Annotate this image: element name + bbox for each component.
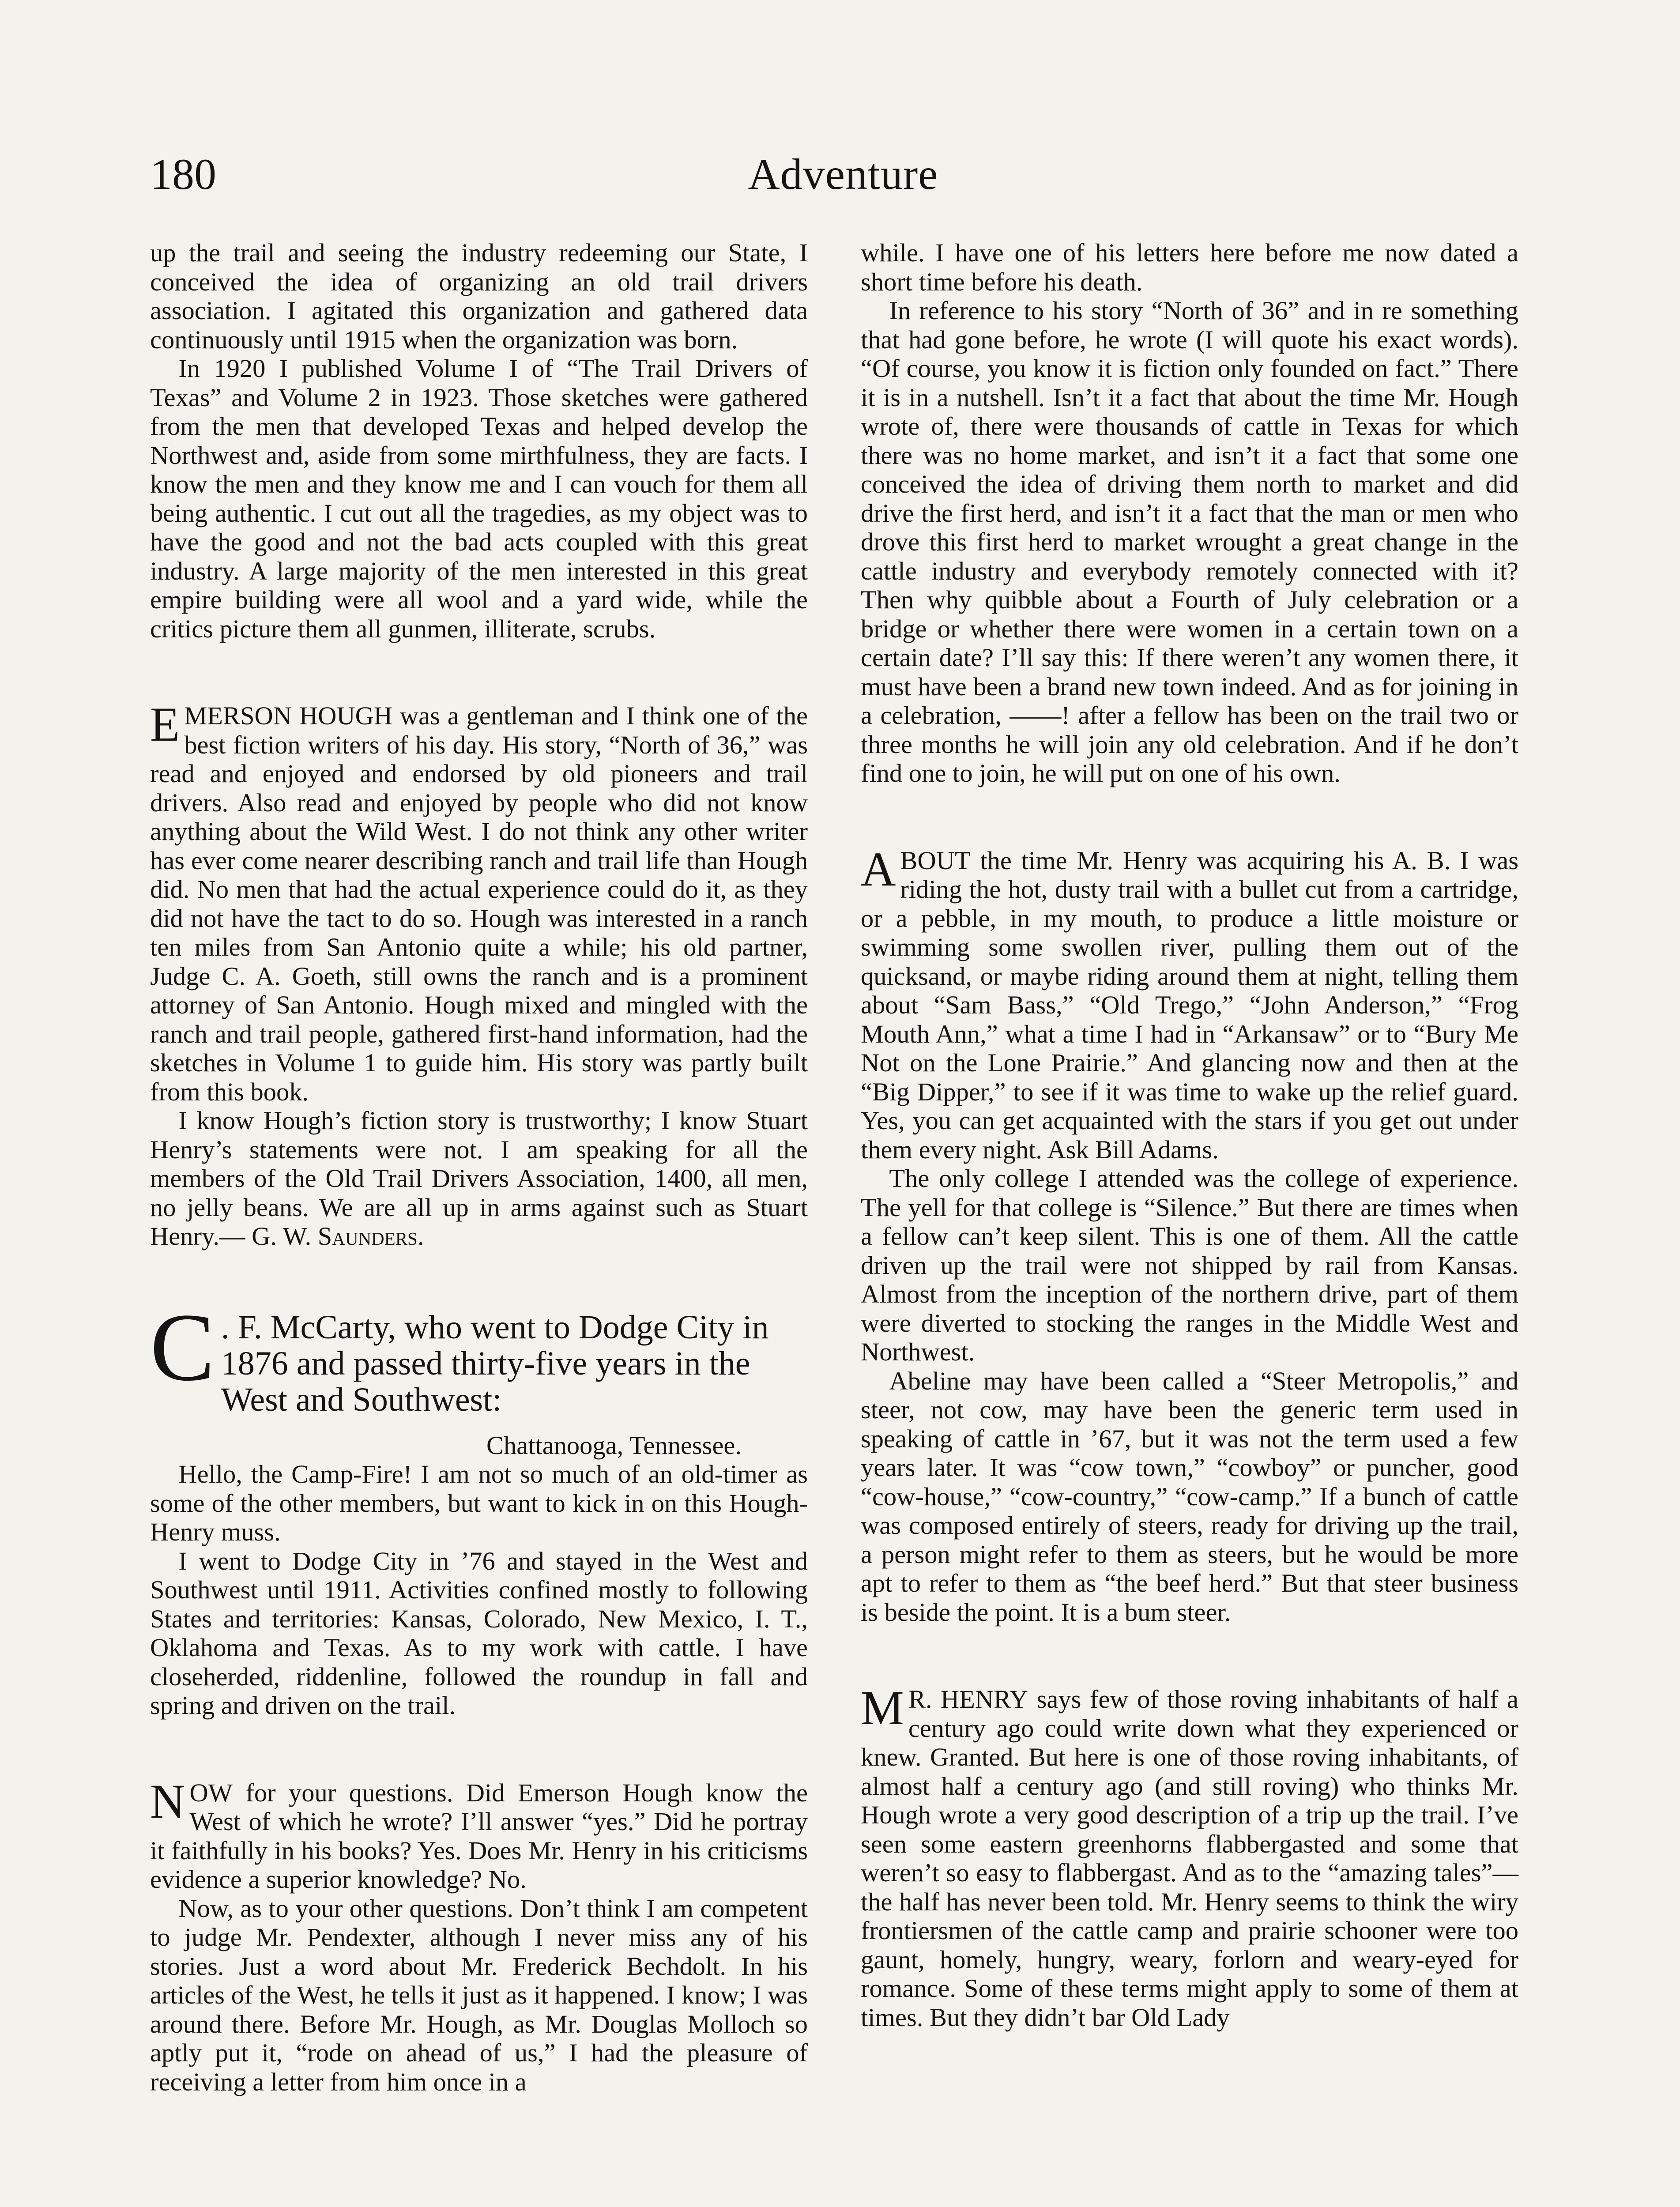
letter-introduction [150,1293,808,1418]
paragraph: while. I have one of his letters here before me now dated a short time before his death. [861,238,1518,296]
signature: G. W. Saunders. [252,1222,424,1250]
drop-cap: A [861,842,896,896]
right-column [861,238,1518,2032]
paragraph: Now, as to your other questions. Don’t think I am competent to judge Mr. Pendexter, although I never miss any of his stories. Just a word about Mr. Frederick Bechdolt. In his articles of the West, he tells it just as it happened. I know; I was around there. Before Mr. Hough, as Mr. Douglas Molloch so aptly put it, “rode on ahead of us,” I had the pleasure of receiving a letter from him once in a [150,1894,808,2096]
section-paragraph-now [150,1774,808,1894]
page-header [150,146,1536,212]
intro-text: . F. McCarty, who went to Dodge City in 1876 and passed thirty-five years in the West and Southwest: [221,1308,769,1418]
paragraph-text: the time Mr. Henry was acquiring his A. B. I was riding the hot, dusty trail with a bullet cut from a cartridge, or a pebble, in my mouth, to produce a little moisture or swimming some swollen river, pulling them out of the quicksand, or maybe riding around them at night, telling them about “Sam Bass,” “Old Trego,” “John Anderson,” “Frog Mouth Ann,” what a time I had in “Arkansaw” or to “Bury Me Not on the Lone Prairie.” And glancing now and then at the “Big Dipper,” to see if it was time to wake up the relief guard. Yes, you can get acquainted with the stars if you get out under them every night. Ask Bill Adams. [861,846,1518,1164]
paragraph: The only college I attended was the college of experience. The yell for that college is “Silence.” But there are times when a fellow can’t keep silent. This is one of them. All the cattle driven up the trail were not shipped by rail from Kansas. Almost from the inception of the northern drive, part of them were diverted to stocking the ranges in the Middle West and Northwest. [861,1164,1518,1366]
lead-in-caps: BOUT [900,846,971,875]
drop-cap: N [150,1774,185,1828]
drop-cap: C [150,1293,215,1401]
paragraph-text: was a gentleman and I think one of the best fiction writers of his day. His story, “North of 36,” was read and enjoyed and endorsed by old pioneers and trail drivers. Also read and enjoyed by people who did not know anything about the Wild West. I do not think any other writer has ever come nearer describing ranch and trail life than Hough did. No men that had the actual experience could do it, as they did not have the tact to do so. Hough was interested in a ranch ten miles from San Antonio quite a while; his old partner, Judge C. A. Goeth, still owns the ranch and is a prominent attorney of San Antonio. Hough mixed and mingled with the ranch and trail people, gathered first-hand information, had the sketches in Volume 1 to guide him. His story was partly built from this book. [150,701,808,1106]
drop-cap: M [861,1681,904,1735]
paragraph: up the trail and seeing the industry redeeming our State, I conceived the idea of organizing an old trail drivers association. I agitated this organization and gathered data continuously until 1915 when the organization was born. [150,238,808,354]
running-title: Adventure [748,150,938,199]
drop-cap: E [150,697,180,751]
paragraph: In 1920 I published Volume I of “The Trail Drivers of Texas” and Volume 2 in 1923. Those sketches were gathered from the men that developed Texas and helped develop the Northwest and, aside from some mirthfulness, they are facts. I know the men and they know me and I can vouch for them all being authentic. I cut out all the tragedies, as my object was to have the good and not the bad acts coupled with this great industry. A large majority of the men interested in this great empire building were all wool and a yard wide, while the critics picture them all gunmen, illiterate, scrubs. [150,354,808,643]
dateline: Chattanooga, Tennessee. [486,1431,742,1460]
lead-in-caps: OW [189,1778,233,1807]
section-paragraph-about [861,842,1518,1164]
paragraph-text: I know Hough’s fiction story is trustworthy; I know Stuart Henry’s statements were not. I am speaking for all the members of the Old Trail Drivers Association, 1400, all men, no jelly beans. We are all up in arms against such as Stuart Henry.— [150,1106,808,1250]
page-number: 180 [150,150,216,199]
paragraph: Hello, the Camp-Fire! I am not so much of an old-timer as some of the other members, but want to kick in on this Hough-Henry muss. [150,1460,808,1546]
paragraph: In reference to his story “North of 36” and in re something that had gone before, he wrote (I will quote his exact words). “Of course, you know it is fiction only founded on fact.” There it is in a nutshell. Isn’t it a fact that about the time Mr. Hough wrote of, there were thousands of cattle in Texas for which there was no home market, and isn’t it a fact that some one conceived the idea of driving them north to market and did drive the first herd, and isn’t it a fact that the man or men who drove this first herd to market wrought a great change in the cattle industry and everybody remotely connected with it? Then why quibble about a Fourth of July celebration or a bridge or whether there were women in a certain town on a certain date? I’ll say this: If there weren’t any women there, it must have been a brand new town indeed. And as for joining in a celebration, ——! after a fellow has been on the trail two or three months he will join any old celebration. And if he don’t find one to join, he will put on one of his own. [861,296,1518,787]
section-paragraph-mr-henry [861,1681,1518,2032]
paragraph-text: says few of those roving inhabitants of half a century ago could write down what they experienced or knew. Granted. But here is one of those roving inhabitants, of almost half a century ago (and still roving) who thinks Mr. Hough wrote a very good description of a trip up the trail. I’ve seen some eastern greenhorns flabbergasted and some that weren’t so easy to flabbergast. And as to the “amazing tales”—the half has never been told. Mr. Henry seems to think the wiry frontiersmen of the cattle camp and prairie schooner were too gaunt, homely, hungry, weary, forlorn and weary-eyed for romance. Some of these terms might apply to some of them at times. But they didn’t bar Old Lady [861,1685,1518,2032]
left-column [150,238,808,2096]
lead-in-caps: MERSON HOUGH [184,701,393,730]
lead-in-caps: R. HENRY [908,1685,1028,1714]
paragraph [150,1106,808,1251]
section-paragraph-hough [150,697,808,1106]
paragraph: Abeline may have been called a “Steer Metropolis,” and steer, not cow, may have been the generic term used in speaking of cattle in ’67, but it was not the term used a few years later. It was “cow town,” “cowboy” or puncher, good “cow-house,” “cow-country,” “cow-camp.” If a bunch of cattle was composed entirely of steers, ready for driving up the trail, a person might refer to them as steers, but he would be more apt to refer to them as “the beef herd.” But that steer business is beside the point. It is a bum steer. [861,1366,1518,1627]
paragraph-text: for your questions. Did Emerson Hough know the West of which he wrote? I’ll answer “yes.” Did he portray it faithfully in his books? Yes. Does Mr. Henry in his criticisms evidence a superior knowledge? No. [150,1778,808,1894]
paragraph: I went to Dodge City in ’76 and stayed in the West and Southwest until 1911. Activities confined mostly to following States and territories: Kansas, Colorado, New Mexico, I. T., Oklahoma and Texas. As to my work with cattle. I have closeherded, riddenline, followed the roundup in fall and spring and driven on the trail. [150,1546,808,1720]
